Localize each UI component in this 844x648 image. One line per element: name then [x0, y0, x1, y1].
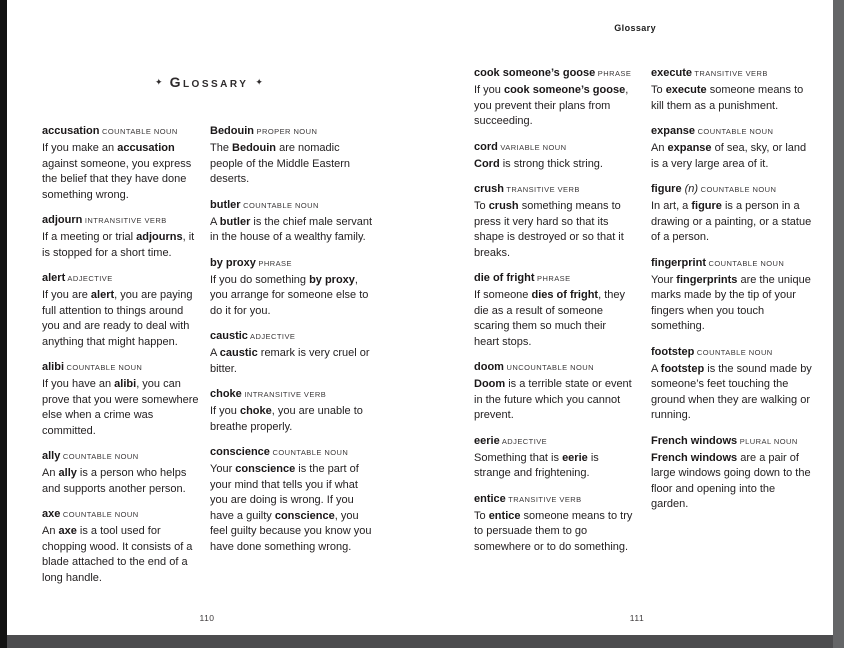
glossary-entry — [210, 329, 374, 377]
entry-headline — [42, 507, 202, 522]
entry-pos-label: TRANSITIVE VERB — [691, 69, 768, 78]
entry-headline — [210, 256, 374, 271]
entry-headline — [651, 182, 812, 197]
entry-definition: If you make an accusation against someone, you express the belief that they have done something wrong. — [42, 142, 192, 201]
scan-border-right — [833, 0, 844, 648]
entry-pos-label: PHRASE — [255, 258, 292, 268]
entry-headline — [42, 213, 202, 228]
entry-pos-label: ADJECTIVE — [65, 274, 113, 283]
entry-definition: The Bedouin are nomadic people of the Middle Eastern deserts. — [210, 142, 351, 185]
entry-pos-label: ADJECTIVE — [499, 436, 548, 446]
entry-headline — [210, 329, 374, 344]
entry-headline — [651, 124, 812, 139]
glossary-entry — [651, 434, 812, 513]
entry-pos-label: TRANSITIVE VERB — [503, 185, 580, 194]
entry-headline — [474, 360, 634, 375]
entry-headword: figure — [651, 183, 682, 195]
entry-definition: Doom is a terrible state or event in the future which you cannot prevent. — [474, 378, 632, 421]
entry-pos-label: COUNTABLE NOUN — [60, 510, 139, 519]
entry-definition: An axe is a tool used for chopping wood. It consists of a blade attached to the end of a long handle. — [42, 525, 193, 584]
glossary-entry — [210, 124, 374, 188]
glossary-entry — [42, 213, 202, 261]
entry-headline — [42, 124, 202, 139]
glossary-entry — [474, 140, 634, 173]
page-title-text: Glossary — [169, 74, 249, 90]
entry-headline — [474, 434, 634, 449]
entry-headline — [651, 345, 812, 360]
glossary-entry — [210, 387, 374, 435]
entry-definition: If you are alert, you are paying full attention to things around you and are ready to deal with anything that might happen. — [42, 289, 193, 348]
entry-headword: eerie — [474, 434, 500, 447]
entry-headword: expanse — [651, 125, 696, 137]
entry-headword: doom — [474, 361, 504, 373]
entry-pos-label: TRANSITIVE VERB — [505, 494, 582, 504]
entry-headword: butler — [210, 198, 241, 211]
entry-pos-label: COUNTABLE NOUN — [240, 200, 319, 210]
glossary-entry — [210, 198, 374, 246]
glossary-entry — [474, 434, 634, 482]
entry-headword: die of fright — [474, 272, 535, 284]
entry-headline — [474, 182, 634, 197]
entry-headword: Bedouin — [210, 125, 254, 137]
glossary-entry — [651, 124, 812, 172]
glossary-entry — [42, 124, 202, 203]
page-number-left: 110 — [199, 613, 215, 623]
entry-definition: Your conscience is the part of your mind that tells you if what you are doing is wrong. If you have a guilty conscience, you feel guilty because you know you have done something wrong. — [210, 463, 372, 553]
entry-pos-label: COUNTABLE NOUN — [698, 185, 777, 194]
running-header: Glossary — [614, 23, 656, 33]
entry-headline — [210, 387, 374, 402]
entry-pos-label: COUNTABLE NOUN — [706, 258, 785, 268]
scan-border-bottom — [0, 635, 844, 648]
glossary-entry — [474, 271, 634, 350]
entry-pos-label: COUNTABLE NOUN — [60, 452, 139, 461]
entry-headword: caustic — [210, 330, 248, 342]
entry-pos-label: COUNTABLE NOUN — [269, 448, 349, 457]
glossary-entry — [42, 360, 202, 439]
glossary-entry — [210, 445, 374, 555]
glossary-column-left-1 — [42, 124, 202, 596]
glossary-entry — [651, 66, 812, 114]
entry-headword: accusation — [42, 125, 100, 137]
glossary-entry — [42, 271, 202, 350]
entry-definition: To crush something means to press it very hard so that its shape is destroyed or so that it breaks. — [474, 200, 624, 259]
entry-grammar-note: (n) — [681, 183, 699, 195]
entry-definition: If someone dies of fright, they die as a result of someone scaring them so much their heart stops. — [474, 289, 625, 348]
entry-definition: Something that is eerie is strange and frightening. — [474, 451, 599, 479]
entry-headword: crush — [474, 183, 504, 195]
entry-pos-label: COUNTABLE NOUN — [99, 127, 178, 136]
entry-headword: axe — [42, 508, 61, 520]
entry-pos-label: PROPER NOUN — [254, 127, 318, 136]
entry-pos-label: INTRANSITIVE VERB — [82, 216, 167, 225]
entry-definition: French windows are a pair of large windows going down to the floor and opening into the garden. — [651, 451, 811, 510]
entry-headline — [210, 124, 374, 139]
entry-pos-label: COUNTABLE NOUN — [695, 127, 774, 136]
entry-pos-label: PLURAL NOUN — [737, 436, 798, 446]
glossary-column-right-2 — [651, 66, 812, 523]
entry-headword: conscience — [210, 446, 270, 458]
diamond-icon: ✦ — [255, 77, 263, 87]
entry-headline — [42, 449, 202, 464]
entry-headline — [474, 140, 634, 155]
entry-pos-label: ADJECTIVE — [247, 332, 296, 341]
entry-pos-label: COUNTABLE NOUN — [694, 347, 773, 357]
entry-definition: An ally is a person who helps and supports another person. — [42, 467, 187, 495]
glossary-entry — [474, 182, 634, 261]
glossary-column-left-2 — [210, 124, 374, 565]
entry-pos-label: PHRASE — [595, 69, 632, 78]
page-title — [44, 74, 374, 90]
scan-border-left — [0, 0, 7, 648]
entry-headline — [210, 445, 374, 460]
entry-headline — [651, 256, 812, 271]
glossary-entry — [474, 360, 634, 424]
entry-definition: An expanse of sea, sky, or land is a very large area of it. — [651, 142, 807, 170]
entry-headword: choke — [210, 388, 242, 400]
entry-headword: fingerprint — [651, 256, 706, 269]
glossary-column-right-1 — [474, 66, 634, 565]
entry-headword: entice — [474, 492, 506, 505]
entry-headword: adjourn — [42, 214, 83, 226]
entry-definition: If you have an alibi, you can prove that you were somewhere else when a crime was committed. — [42, 378, 199, 437]
glossary-entry — [210, 256, 374, 320]
entry-pos-label: VARIABLE NOUN — [497, 142, 567, 152]
entry-headline — [474, 492, 634, 507]
entry-headword: alibi — [42, 361, 65, 373]
glossary-entry — [474, 492, 634, 556]
entry-definition: Cord is strong thick string. — [474, 157, 603, 170]
entry-headword: execute — [651, 67, 692, 79]
glossary-entry — [42, 507, 202, 586]
entry-definition: To entice someone means to try to persuade them to go somewhere or to do something. — [474, 509, 633, 553]
entry-headline — [42, 360, 202, 375]
entry-headword: by proxy — [210, 256, 256, 269]
entry-pos-label: UNCOUNTABLE NOUN — [503, 363, 594, 372]
entry-definition: Your fingerprints are the unique marks made by the tip of your fingers when you touch something. — [651, 273, 811, 332]
entry-headline — [42, 271, 202, 286]
entry-headword: cord — [474, 140, 498, 153]
entry-headline — [210, 198, 374, 213]
entry-headline — [651, 434, 812, 449]
entry-pos-label: COUNTABLE NOUN — [64, 363, 143, 372]
entry-headline — [474, 271, 634, 286]
entry-definition: A butler is the chief male servant in the house of a wealthy family. — [210, 215, 373, 243]
glossary-entry — [651, 345, 812, 424]
entry-definition: In art, a figure is a person in a drawing or a painting, or a statue of a person. — [651, 200, 812, 243]
glossary-entry — [42, 449, 202, 497]
entry-headline — [474, 66, 634, 81]
entry-headword: ally — [42, 450, 61, 462]
entry-definition: To execute someone means to kill them as a punishment. — [651, 84, 804, 112]
glossary-entry — [651, 256, 812, 335]
entry-definition: If you do something by proxy, you arrange for someone else to do it for you. — [210, 273, 369, 317]
entry-definition: If a meeting or trial adjourns, it is stopped for a short time. — [42, 231, 195, 259]
entry-headword: footstep — [651, 345, 695, 358]
entry-pos-label: INTRANSITIVE VERB — [241, 390, 327, 399]
entry-headword: French windows — [651, 434, 738, 447]
entry-headword: alert — [42, 272, 66, 284]
glossary-entry — [474, 66, 634, 130]
entry-definition: A caustic remark is very cruel or bitter. — [210, 347, 370, 375]
entry-definition: If you choke, you are unable to breathe properly. — [210, 405, 363, 433]
entry-definition: A footstep is the sound made by someone’s feet touching the ground when they are walking or running. — [651, 362, 812, 421]
entry-pos-label: PHRASE — [534, 274, 571, 283]
entry-definition: If you cook someone’s goose, you prevent their plans from succeeding. — [474, 84, 629, 127]
glossary-entry — [651, 182, 812, 246]
page-number-right: 111 — [629, 613, 645, 623]
entry-headline — [651, 66, 812, 81]
diamond-icon: ✦ — [155, 77, 163, 87]
entry-headword: cook someone’s goose — [474, 67, 596, 79]
